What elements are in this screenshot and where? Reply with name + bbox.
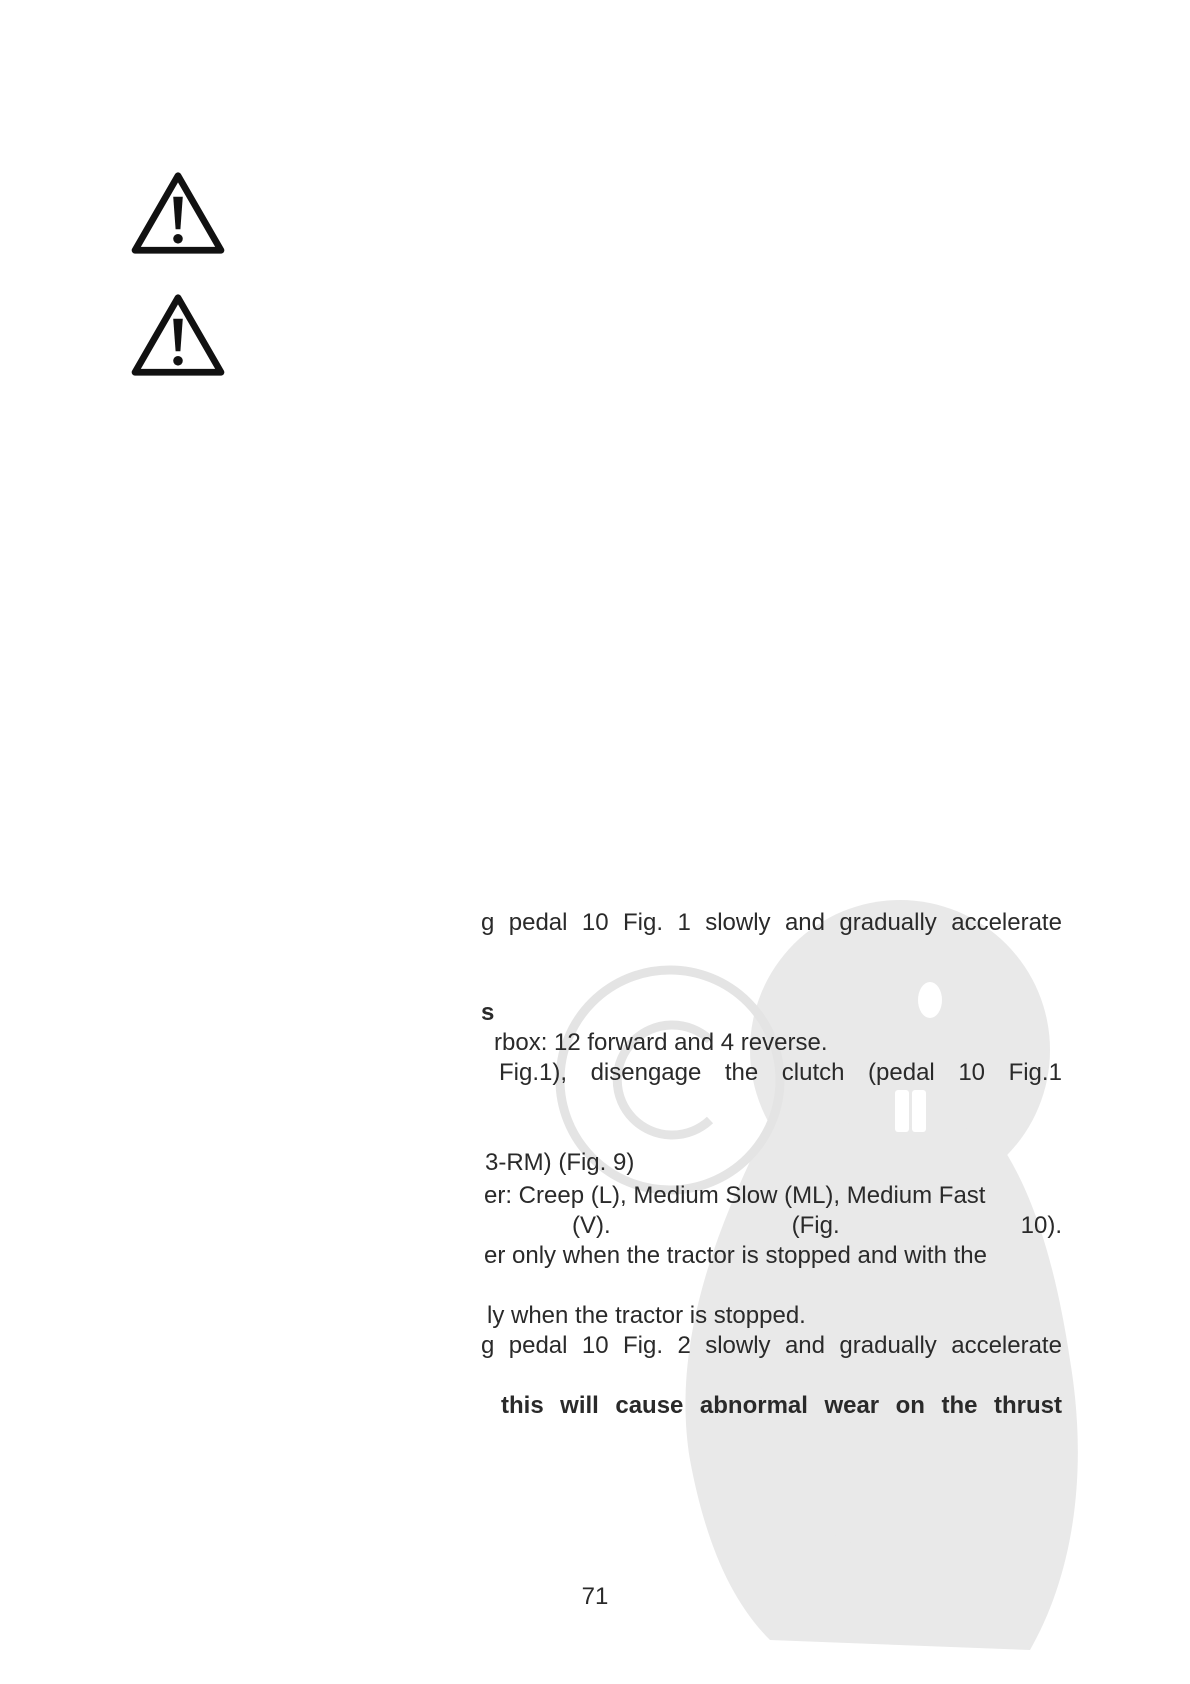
word: and: [784, 909, 825, 936]
word: g: [481, 909, 495, 936]
text-line-2: s: [481, 999, 495, 1026]
warning-triangle-icon: [130, 170, 226, 256]
word: the: [941, 1392, 978, 1419]
word: (V).: [572, 1212, 611, 1239]
word: pedal: [508, 1332, 568, 1359]
word: 2: [677, 1332, 691, 1359]
text-line-5: 3-RM) (Fig. 9): [485, 1149, 635, 1176]
word: on: [895, 1392, 925, 1419]
word: gradually: [839, 909, 937, 936]
text-line-9: ly when the tractor is stopped.: [487, 1302, 806, 1329]
warning-triangle-icon: [130, 292, 226, 378]
text-line-10: [481, 1331, 1062, 1361]
word: slowly: [705, 1332, 771, 1359]
word: pedal: [508, 909, 568, 936]
word: gradually: [839, 1332, 937, 1359]
word: accelerate: [951, 1332, 1062, 1359]
text-line-4: [499, 1058, 1062, 1088]
word: this: [501, 1392, 544, 1419]
text-line-8: er only when the tractor is stopped and with the: [484, 1242, 987, 1269]
word: Fig.: [623, 1332, 664, 1359]
word: abnormal: [699, 1392, 808, 1419]
word: Fig.1),: [499, 1059, 568, 1086]
page-number: 71: [581, 1583, 609, 1610]
text-line-7: [572, 1211, 1062, 1241]
word: will: [560, 1392, 599, 1419]
word: cause: [615, 1392, 684, 1419]
word: 1: [677, 909, 691, 936]
word: (Fig.: [791, 1212, 840, 1239]
word: wear: [824, 1392, 880, 1419]
word: accelerate: [951, 909, 1062, 936]
word: 10: [958, 1059, 986, 1086]
text-line-6: er: Creep (L), Medium Slow (ML), Medium Fast: [484, 1182, 986, 1209]
text-line-3: rbox: 12 forward and 4 reverse.: [494, 1029, 828, 1056]
word: 10: [581, 909, 609, 936]
word: clutch: [781, 1059, 845, 1086]
word: 10: [581, 1332, 609, 1359]
word: thrust: [993, 1392, 1062, 1419]
text-line-1: [481, 908, 1062, 938]
word: Fig.1: [1008, 1059, 1062, 1086]
word: 10).: [1020, 1212, 1062, 1239]
word: the: [724, 1059, 759, 1086]
word: g: [481, 1332, 495, 1359]
word: slowly: [705, 909, 771, 936]
word: (pedal: [868, 1059, 935, 1086]
text-line-11: [501, 1391, 1062, 1421]
word: disengage: [590, 1059, 702, 1086]
word: and: [784, 1332, 825, 1359]
word: Fig.: [623, 909, 664, 936]
